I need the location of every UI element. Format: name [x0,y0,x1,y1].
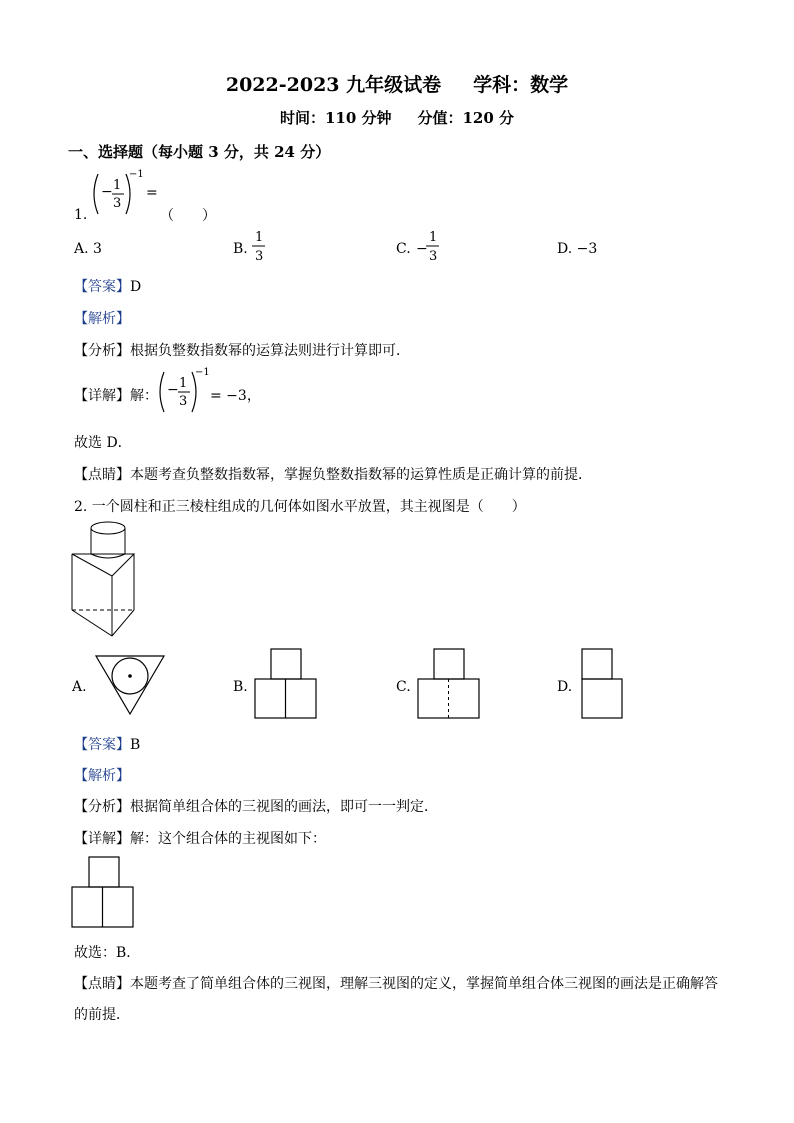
comment-tag: 【点睛】 [74,976,130,992]
fenxi-text: 根据负整数指数幂的运算法则进行计算即可． [130,343,410,359]
q2-option-c-figure [417,648,481,722]
q2-option-a-figure [94,652,166,718]
q2-choose: 故选：B． [74,945,141,961]
title-exam: 2023 九年级试卷 [286,74,442,96]
answer-value: D [130,279,142,295]
q1-option-c-label[interactable]: C. [396,241,411,257]
fenxi-tag: 【分析】 [74,343,130,359]
title-year-start: 2022 [225,74,279,96]
comment-text: 本题考查负整数指数幂，掌握负整数指数幂的运算性质是正确计算的前提． [130,467,592,483]
title-dash: - [278,74,287,96]
q1-option-b-label[interactable]: B. [233,241,248,257]
q2-option-c[interactable]: C. [396,679,411,695]
q1-detail [74,385,158,405]
q2-stem: 2. 一个圆柱和正三棱柱组成的几何体如图水平放置，其主视图是（ ） [74,499,526,515]
q1-detail-den: 3 [179,394,188,409]
q1-option-d[interactable] [557,241,597,257]
q1-numerator: 1 [113,178,122,193]
detail-text: 解：这个组合体的主视图如下： [130,831,326,847]
q2-comment-line1 [74,973,718,993]
q2-comment-line2: 的前提． [74,1007,130,1023]
answer-tag: 【答案】 [74,279,130,295]
q1-detail-exp: −1 [195,367,210,378]
q1-detail-result: = −3， [210,388,261,404]
q1-exponent: −1 [129,169,144,180]
q2-fenxi [74,796,438,816]
q1-option-c-den: 3 [429,249,438,264]
section-heading: 一、选择题（每小题 3 分，共 24 分） [68,143,331,161]
q1-analysis-tag: 【解析】 [74,311,130,327]
time-label: 时间：110 分钟 [279,109,392,127]
option-value: −3 [576,241,598,257]
option-value: 3 [93,241,102,257]
q2-option-a[interactable]: A. [72,679,87,695]
q1-fenxi [74,340,410,360]
exam-info [0,107,794,128]
q2-solid-figure [68,518,140,640]
q1-denominator: 3 [113,196,122,211]
q1-number: 1. [74,207,88,223]
q1-comment [74,464,592,484]
q2-option-d-figure [580,648,624,722]
detail-tag: 【详解】 [74,831,130,847]
q1-answer [74,276,141,296]
q2-answer-view-figure [71,856,135,930]
q2-detail [74,828,326,848]
q1-option-c-fraction-bar [426,245,440,247]
q1-option-a[interactable] [74,241,102,257]
q1-detail-minus: − [167,382,179,398]
detail-tag: 【详解】 [74,388,130,404]
answer-tag: 【答案】 [74,737,130,753]
q1-blank: （ ） [160,208,216,224]
fenxi-text: 根据简单组合体的三视图的画法，即可一一判定． [130,799,438,815]
q1-detail-num: 1 [179,376,188,391]
option-label: D. [557,241,573,257]
q1-option-c-num: 1 [429,230,438,245]
q1-equals: = [146,185,158,201]
q1-option-b-den: 3 [255,249,264,264]
q1-choose: 故选 D． [74,435,132,451]
q1-option-b-num: 1 [255,230,264,245]
q2-analysis-tag: 【解析】 [74,768,130,784]
option-label: A. [74,241,89,257]
comment-text: 本题考查了简单组合体的三视图，理解三视图的定义，掌握简单组合体三视图的画法是正确解答 [130,976,718,992]
page-title [0,70,794,97]
q2-option-d[interactable]: D. [557,679,573,695]
q2-option-b[interactable]: B. [233,679,248,695]
q2-option-b-figure [254,648,318,722]
title-subject: 学科：数学 [473,74,569,96]
detail-prefix: 解： [130,388,158,404]
q1-option-c-minus: − [416,241,428,257]
answer-value: B [130,737,141,753]
q1-minus: − [101,184,113,200]
q1-option-b-fraction-bar [252,245,266,247]
fenxi-tag: 【分析】 [74,799,130,815]
score-label: 分值：120 分 [417,109,515,127]
q2-answer [74,734,140,754]
comment-tag: 【点睛】 [74,467,130,483]
